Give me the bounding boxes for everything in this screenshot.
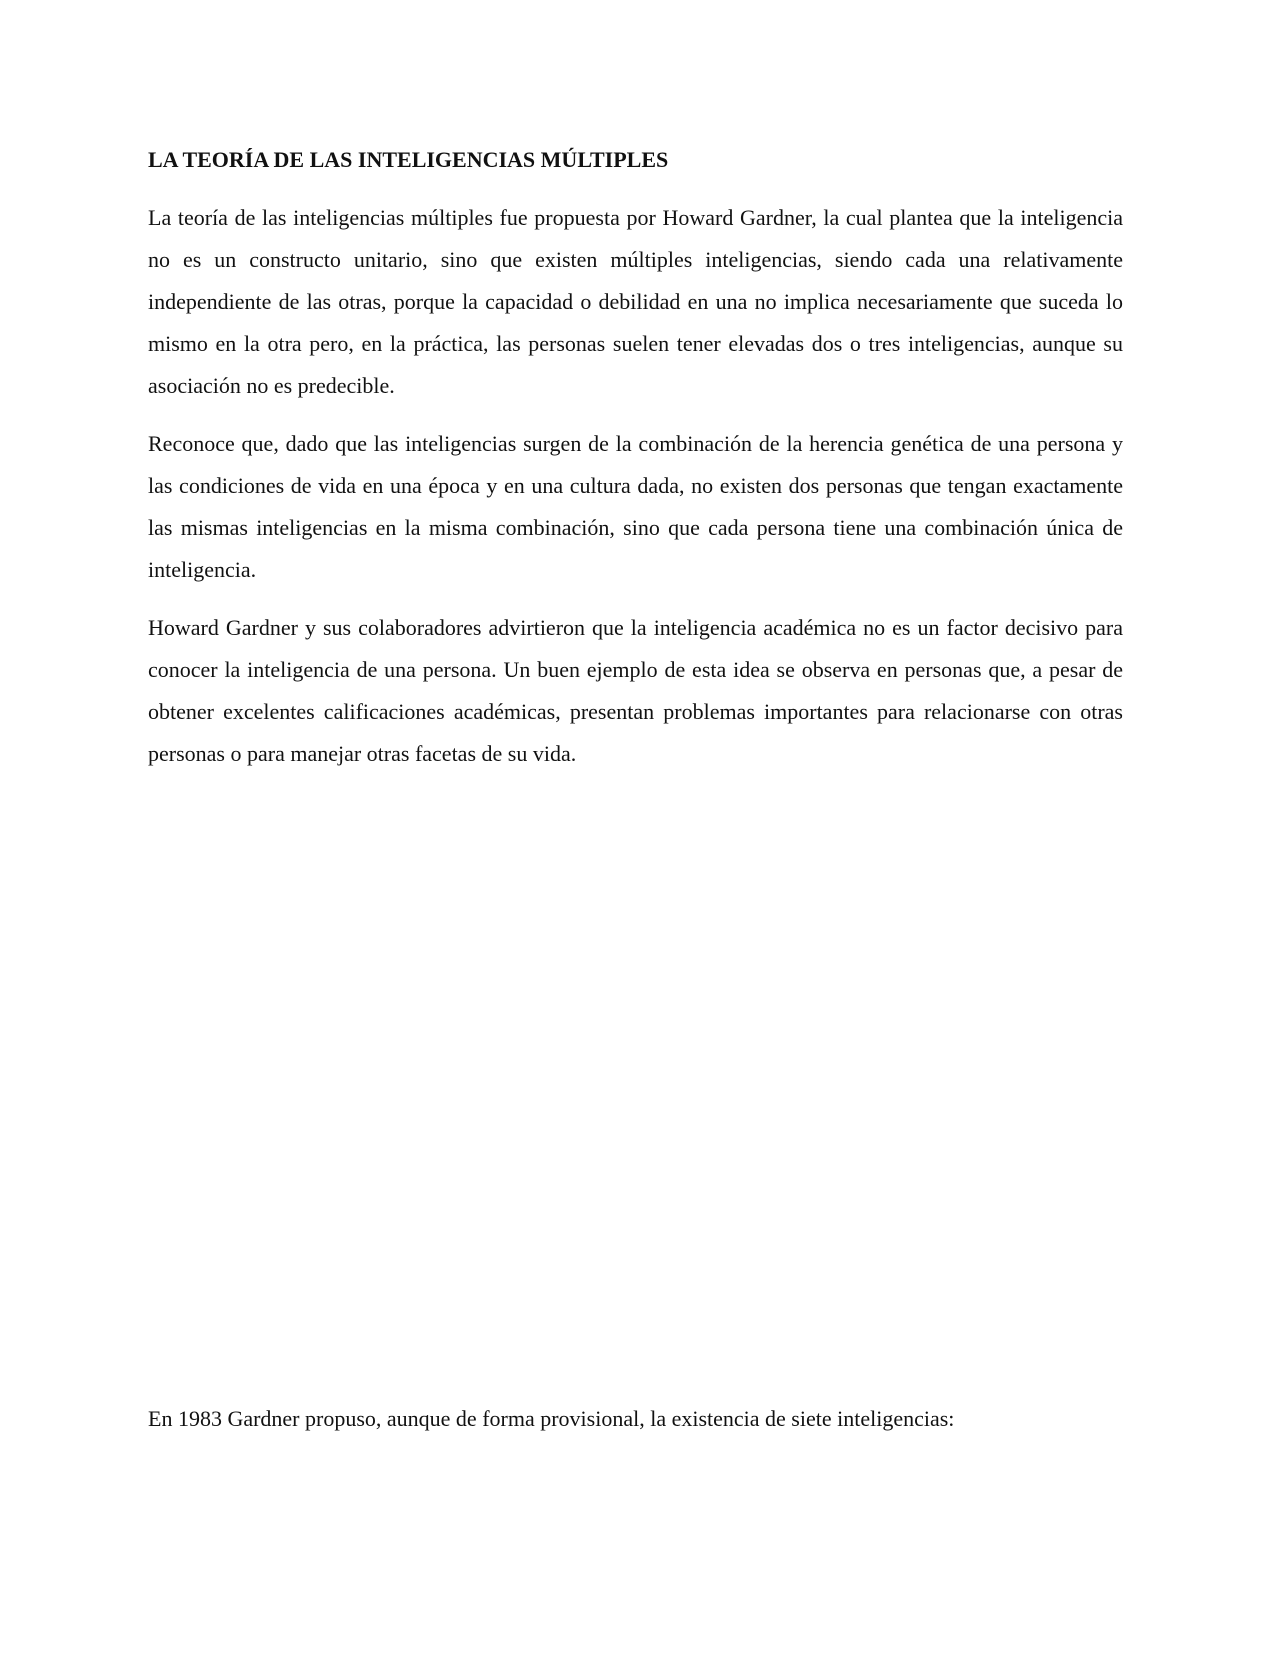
paragraph-1: La teoría de las inteligencias múltiples fue propuesta por Howard Gardner, la cual plantea que la inteligencia no es un constructo unitario, sino que existen múltiples inteligencias, siendo cada una relativamente independiente de las otras, porque la capacidad o debilidad en una no implica necesariamente que suceda lo mismo en la otra pero, en la práctica, las personas suelen tener elevadas dos o tres inteligencias, aunque su asociación no es predecible. xyxy=(148,205,1123,398)
closing-line: En 1983 Gardner propuso, aunque de forma provisional, la existencia de siete inteligencias: xyxy=(148,1406,955,1431)
document-title: LA TEORÍA DE LAS INTELIGENCIAS MÚLTIPLES xyxy=(148,147,669,172)
document-body xyxy=(148,144,1123,791)
paragraph-2: Reconoce que, dado que las inteligencias surgen de la combinación de la herencia genética de una persona y las condiciones de vida en una época y en una cultura dada, no existen dos personas que tengan exactamente las mismas inteligencias en la misma combinación, sino que cada persona tiene una combinación única de inteligencia. xyxy=(148,431,1123,582)
paragraph-3: Howard Gardner y sus colaboradores advirtieron que la inteligencia académica no es un factor decisivo para conocer la inteligencia de una persona. Un buen ejemplo de esta idea se observa en personas que, a pesar de obtener excelentes calificaciones académicas, presentan problemas importantes para relacionarse con otras personas o para manejar otras facetas de su vida. xyxy=(148,615,1123,766)
